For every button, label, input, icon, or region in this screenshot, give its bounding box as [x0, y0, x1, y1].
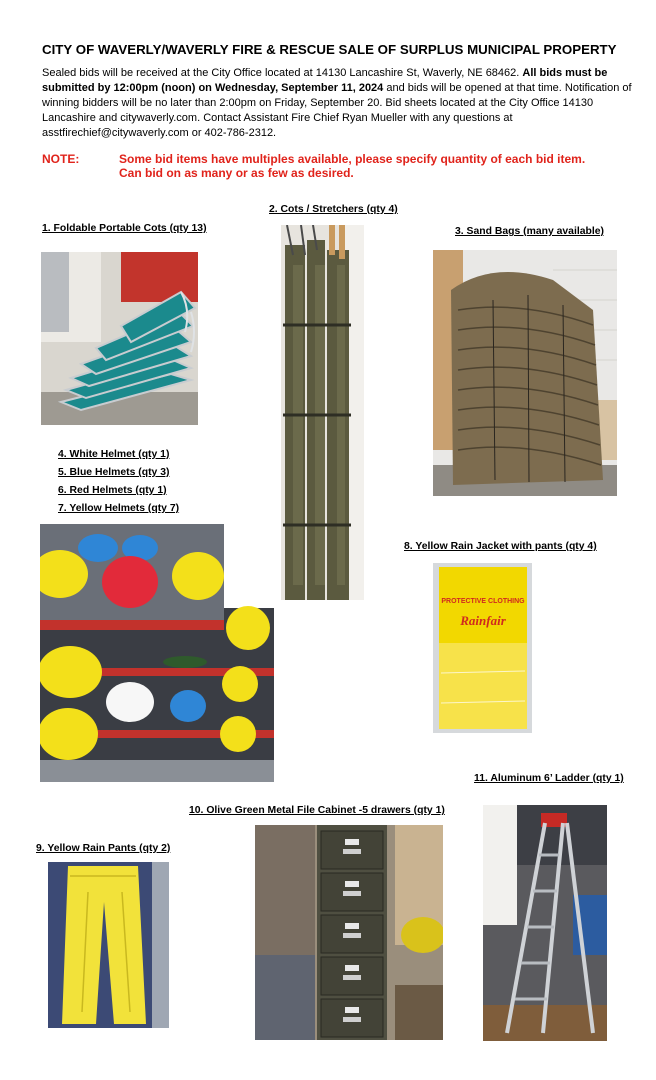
photo-foldable-cots [41, 252, 198, 425]
page-title: CITY OF WAVERLY/WAVERLY FIRE & RESCUE SALE OF SURPLUS MUNICIPAL PROPERTY [42, 42, 617, 57]
photo-rain-pants [48, 862, 169, 1028]
intro-text-2: and bids will be opened at that time. Notification of winning bidders will be no later than 2:00pm on Friday, September 20. Bid sheets located at the City Office 14130 Lancashire and citywaverly.com. Contact Assistant Fire Chief Ryan Mueller with any questions at asstfirechief@citywaverly.com or 402-786-2312. [42, 82, 632, 140]
photo-rain-jacket [433, 563, 532, 733]
intro-deadline: All bids must be submitted by 12:00pm (noon) on Wednesday, September 11, 2024 [42, 67, 608, 95]
caption-item-1: 1. Foldable Portable Cots (qty 13) [42, 223, 207, 234]
intro-paragraph [42, 66, 632, 141]
caption-item-2: 2. Cots / Stretchers (qty 4) [269, 204, 398, 215]
photo-file-cabinet [255, 825, 443, 1040]
intro-text-1: Sealed bids will be received at the City Office located at 14130 Lancashire St, Waverly, NE 68462. [42, 67, 523, 79]
caption-item-5: 5. Blue Helmets (qty 3) [58, 467, 170, 478]
caption-item-6: 6. Red Helmets (qty 1) [58, 485, 167, 496]
caption-item-4: 4. White Helmet (qty 1) [58, 449, 170, 460]
photo-helmets [40, 524, 274, 782]
rain-label-text: PROTECTIVE CLOTHING [441, 598, 525, 605]
photo-sand-bags [433, 250, 617, 496]
note-label: NOTE: [42, 152, 80, 166]
caption-item-3: 3. Sand Bags (many available) [455, 226, 604, 237]
caption-item-8: 8. Yellow Rain Jacket with pants (qty 4) [404, 541, 597, 552]
caption-item-9: 9. Yellow Rain Pants (qty 2) [36, 843, 171, 854]
caption-item-7: 7. Yellow Helmets (qty 7) [58, 503, 180, 514]
note-line-1: Some bid items have multiples available, please specify quantity of each bid item. [119, 152, 586, 166]
note-line-2: Can bid on as many or as few as desired. [119, 166, 354, 180]
caption-item-10: 10. Olive Green Metal File Cabinet -5 drawers (qty 1) [189, 805, 445, 816]
caption-item-11: 11. Aluminum 6’ Ladder (qty 1) [474, 773, 624, 784]
rain-brand-text: Rainfair [460, 613, 506, 628]
photo-ladder [483, 805, 607, 1041]
note-text [119, 152, 639, 180]
photo-stretchers [281, 225, 364, 600]
